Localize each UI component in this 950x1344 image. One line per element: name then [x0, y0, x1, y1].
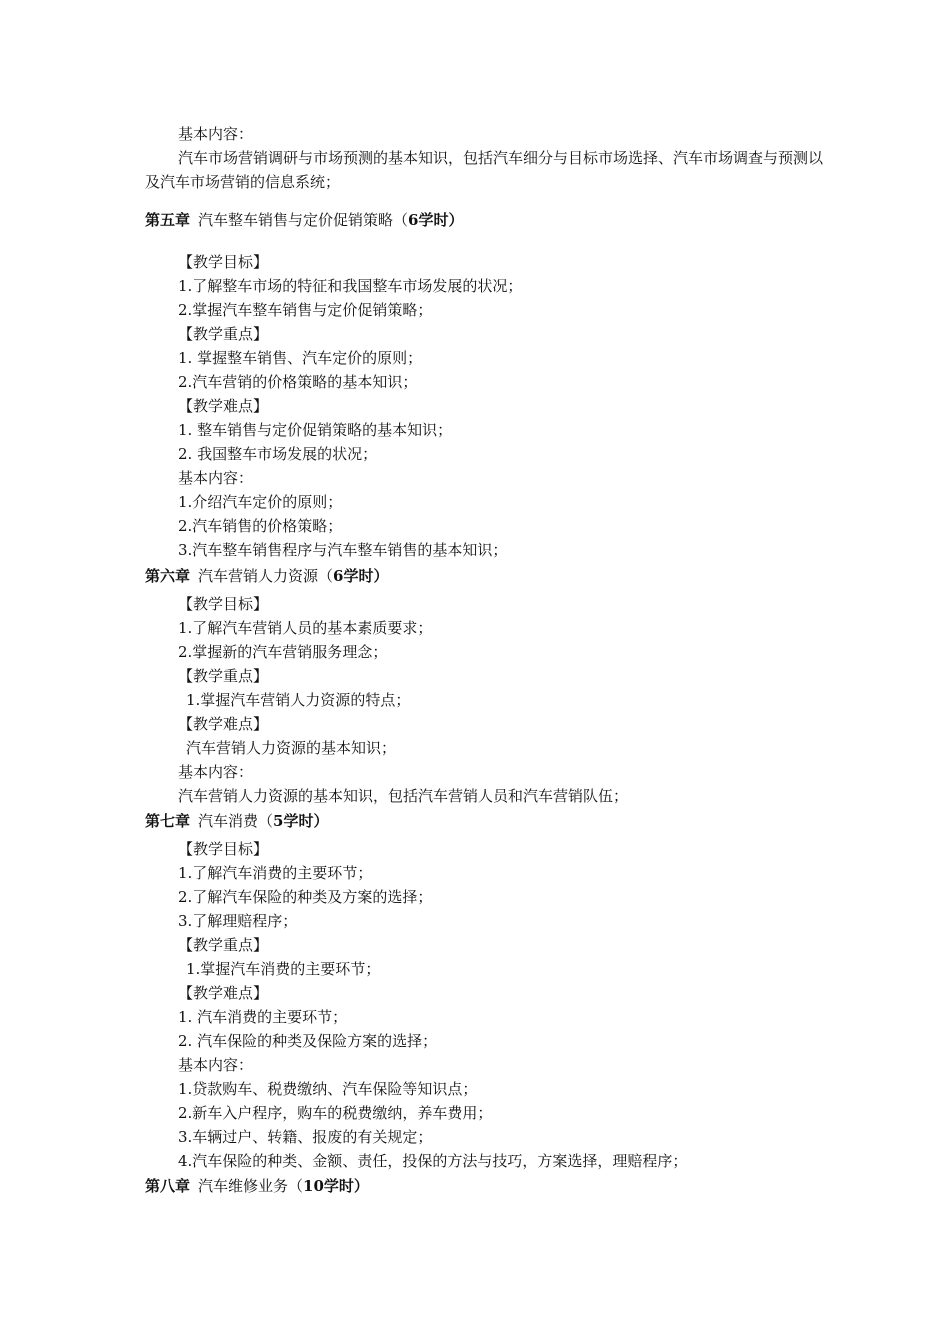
- ch6-key-item: 1.掌握汽车营销人力资源的特点；: [186, 691, 411, 709]
- ch7-goal-item: 3.了解理赔程序；: [178, 912, 298, 930]
- ch7-goal-heading: 【教学目标】: [178, 840, 269, 858]
- chapter-hours: 5学时）: [273, 812, 329, 830]
- ch5-content-heading: 基本内容：: [178, 469, 254, 487]
- ch7-key-item: 1.掌握汽车消费的主要环节；: [186, 960, 381, 978]
- chapter-6-heading: [145, 566, 388, 586]
- chapter-number: 第六章: [145, 567, 191, 585]
- ch5-difficulty-item: 1. 整车销售与定价促销策略的基本知识；: [178, 421, 453, 439]
- ch5-key-item: 1. 掌握整车销售、汽车定价的原则；: [178, 349, 423, 367]
- ch5-content-item: 2.汽车销售的价格策略；: [178, 517, 343, 535]
- ch7-difficulty-item: 2. 汽车保险的种类及保险方案的选择；: [178, 1032, 438, 1050]
- ch7-content-item: 2.新车入户程序，购车的税费缴纳，养车费用；: [178, 1104, 493, 1122]
- ch7-goal-item: 1.了解汽车消费的主要环节；: [178, 864, 373, 882]
- ch6-key-heading: 【教学重点】: [178, 667, 269, 685]
- ch7-content-heading: 基本内容：: [178, 1056, 254, 1074]
- chapter-number: 第七章: [145, 812, 191, 830]
- ch7-goal-item: 2.了解汽车保险的种类及方案的选择；: [178, 888, 433, 906]
- chapter-8-heading: [145, 1176, 369, 1196]
- ch7-difficulty-heading: 【教学难点】: [178, 984, 269, 1002]
- ch7-content-item: 1.贷款购车、税费缴纳、汽车保险等知识点；: [178, 1080, 478, 1098]
- ch5-key-item: 2.汽车营销的价格策略的基本知识；: [178, 373, 418, 391]
- chapter-title: 汽车消费（: [198, 812, 274, 830]
- ch7-content-item: 4.汽车保险的种类、金额、责任，投保的方法与技巧，方案选择，理赔程序；: [178, 1152, 688, 1170]
- ch6-content-heading: 基本内容：: [178, 763, 254, 781]
- ch7-content-item: 3.车辆过户、转籍、报废的有关规定；: [178, 1128, 433, 1146]
- ch6-content-item: 汽车营销人力资源的基本知识，包括汽车营销人员和汽车营销队伍；: [178, 787, 629, 805]
- ch6-goal-item: 1.了解汽车营销人员的基本素质要求；: [178, 619, 433, 637]
- chapter-7-heading: [145, 811, 328, 831]
- chapter-hours: 10学时）: [303, 1177, 369, 1195]
- intro-paragraph: 汽车市场营销调研与市场预测的基本知识，包括汽车细分与目标市场选择、汽车市场调查与预测以及汽车市场营销的信息系统；: [145, 149, 824, 191]
- ch5-goal-item: 2.掌握汽车整车销售与定价促销策略；: [178, 301, 433, 319]
- chapter-hours: 6学时）: [333, 567, 389, 585]
- ch5-content-item: 3.汽车整车销售程序与汽车整车销售的基本知识；: [178, 541, 508, 559]
- ch5-key-heading: 【教学重点】: [178, 325, 269, 343]
- chapter-title: 汽车整车销售与定价促销策略（: [198, 211, 409, 229]
- ch6-difficulty-heading: 【教学难点】: [178, 715, 269, 733]
- intro-label: 基本内容：: [178, 125, 254, 143]
- ch5-goal-item: 1.了解整车市场的特征和我国整车市场发展的状况；: [178, 277, 523, 295]
- ch7-difficulty-item: 1. 汽车消费的主要环节；: [178, 1008, 348, 1026]
- ch6-difficulty-item: 汽车营销人力资源的基本知识；: [186, 739, 397, 757]
- chapter-number: 第五章: [145, 211, 191, 229]
- ch7-key-heading: 【教学重点】: [178, 936, 269, 954]
- ch6-goal-item: 2.掌握新的汽车营销服务理念；: [178, 643, 388, 661]
- ch5-difficulty-item: 2. 我国整车市场发展的状况；: [178, 445, 378, 463]
- chapter-number: 第八章: [145, 1177, 191, 1195]
- chapter-5-heading: [145, 210, 463, 230]
- chapter-title: 汽车维修业务（: [198, 1177, 304, 1195]
- ch5-content-item: 1.介绍汽车定价的原则；: [178, 493, 343, 511]
- ch6-goal-heading: 【教学目标】: [178, 595, 269, 613]
- chapter-hours: 6学时）: [408, 211, 464, 229]
- chapter-title: 汽车营销人力资源（: [198, 567, 334, 585]
- ch5-difficulty-heading: 【教学难点】: [178, 397, 269, 415]
- ch5-goal-heading: 【教学目标】: [178, 253, 269, 271]
